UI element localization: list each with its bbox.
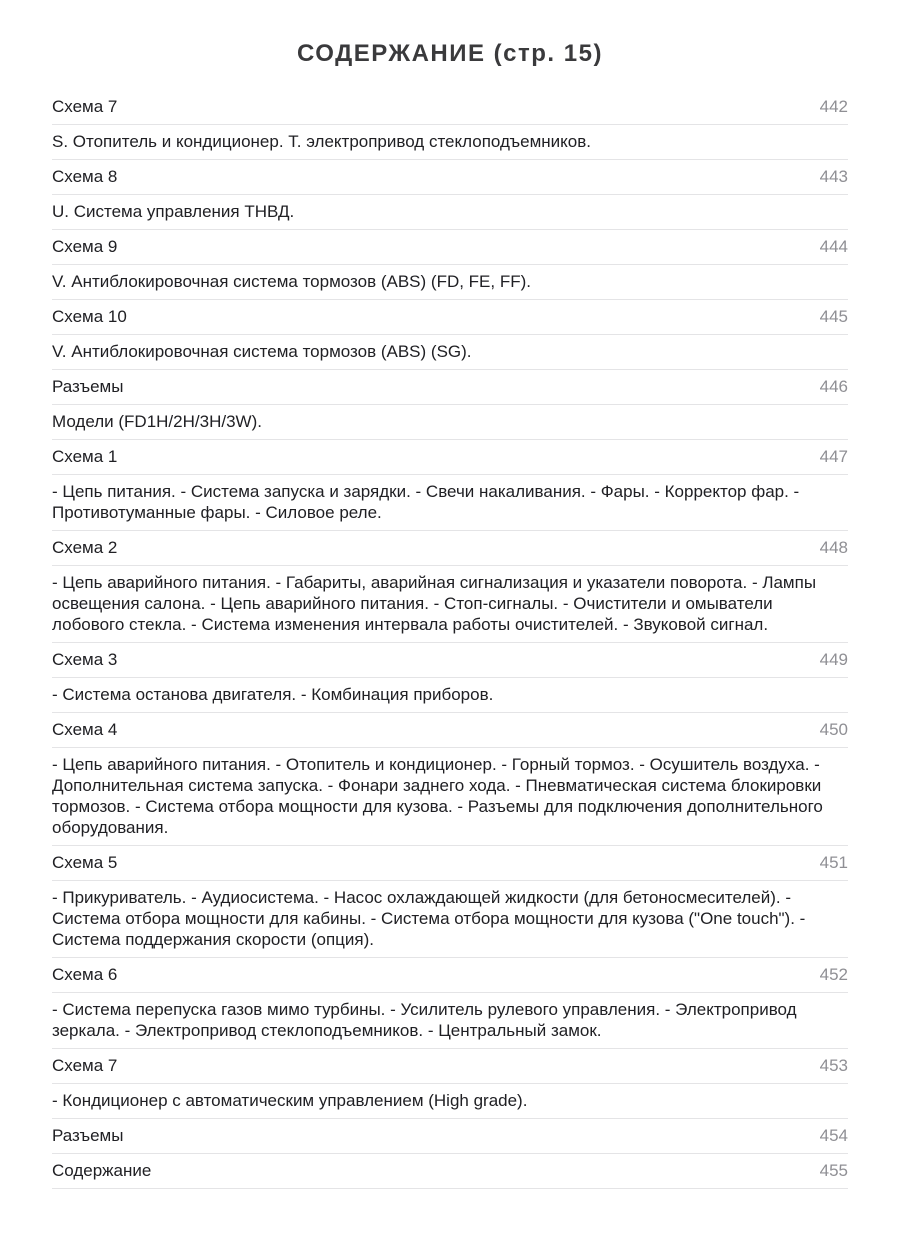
toc-description-text: - Цепь аварийного питания. - Габариты, аварийная сигнализация и указатели поворота. - Лампы освещения салона. - Цепь аварийного питания. - Стоп-сигналы. - Очистители и омыватели лобового стекла. - Система изменения интервала работы очистителей. - Звуковой сигнал. <box>52 573 817 634</box>
toc-item[interactable] <box>52 160 848 195</box>
toc-description-text: U. Система управления ТНВД. <box>52 202 295 221</box>
toc-item-label: Схема 9 <box>52 237 118 256</box>
toc-description-text: - Система перепуска газов мимо турбины. - Усилитель рулевого управления. - Электропривод зеркала. - Электропривод стеклоподъемников. - Центральный замок. <box>52 1000 797 1040</box>
toc-description-text: - Кондиционер с автоматическим управлением (High grade). <box>52 1091 528 1110</box>
toc-item[interactable] <box>52 1119 848 1154</box>
page-title: СОДЕРЖАНИЕ (стр. 15) <box>297 40 603 67</box>
toc-description <box>52 195 848 230</box>
toc-item-page-number: 450 <box>819 720 848 739</box>
toc-item[interactable] <box>52 1154 848 1189</box>
toc-description-text: V. Антиблокировочная система тормозов (ABS) (FD, FE, FF). <box>52 272 531 291</box>
toc-item-page-number: 449 <box>819 650 848 669</box>
toc-item-label: Схема 7 <box>52 97 118 116</box>
toc-description <box>52 335 848 370</box>
toc-item-page-number: 452 <box>819 965 848 984</box>
toc-item-page-number: 455 <box>819 1161 848 1180</box>
toc-item-page-number: 446 <box>819 377 848 396</box>
toc-item[interactable] <box>52 713 848 748</box>
toc-item[interactable] <box>52 958 848 993</box>
contents-page <box>0 40 900 1240</box>
toc-item-label: Содержание <box>52 1161 152 1180</box>
toc-description <box>52 993 848 1049</box>
toc-item-page-number: 443 <box>819 167 848 186</box>
toc-description <box>52 566 848 643</box>
toc-description <box>52 265 848 300</box>
toc-item-label: Схема 10 <box>52 307 127 326</box>
toc-description <box>52 405 848 440</box>
toc-item-label: Схема 6 <box>52 965 118 984</box>
toc-item[interactable] <box>52 643 848 678</box>
toc-item[interactable] <box>52 90 848 125</box>
toc-item-page-number: 444 <box>819 237 848 256</box>
toc-description-text: S. Отопитель и кондиционер. Т. электропривод стеклоподъемников. <box>52 132 592 151</box>
toc-item[interactable] <box>52 531 848 566</box>
toc-item[interactable] <box>52 230 848 265</box>
toc-item[interactable] <box>52 440 848 475</box>
toc-description <box>52 475 848 531</box>
toc-list <box>52 90 848 1189</box>
toc-item-page-number: 453 <box>819 1056 848 1075</box>
toc-description <box>52 678 848 713</box>
toc-item[interactable] <box>52 846 848 881</box>
toc-item-page-number: 454 <box>819 1126 848 1145</box>
toc-item-page-number: 445 <box>819 307 848 326</box>
toc-item-label: Схема 1 <box>52 447 118 466</box>
toc-item-page-number: 448 <box>819 538 848 557</box>
toc-item-label: Схема 3 <box>52 650 118 669</box>
toc-description <box>52 1084 848 1119</box>
toc-item-page-number: 451 <box>819 853 848 872</box>
toc-description-text: - Прикуриватель. - Аудиосистема. - Насос охлаждающей жидкости (для бетоносмесителей). - Система отбора мощности для кабины. - Система отбора мощности для кузова ("One touch"). - Система поддержания скорости (опция). <box>52 888 806 949</box>
toc-item-label: Схема 2 <box>52 538 118 557</box>
toc-item[interactable] <box>52 370 848 405</box>
toc-description-text: - Система останова двигателя. - Комбинация приборов. <box>52 685 494 704</box>
toc-item-label: Схема 8 <box>52 167 118 186</box>
toc-description <box>52 125 848 160</box>
toc-description-text: - Цепь питания. - Система запуска и зарядки. - Свечи накаливания. - Фары. - Корректор фар. - Противотуманные фары. - Силовое реле. <box>52 482 800 522</box>
toc-description <box>52 748 848 846</box>
toc-description <box>52 881 848 958</box>
toc-description-text: - Цепь аварийного питания. - Отопитель и кондиционер. - Горный тормоз. - Осушитель воздуха. - Дополнительная система запуска. - Фонари заднего хода. - Пневматическая система блокировки тормозов. - Система отбора мощности для кузова. - Разъемы для подключения дополнительного оборудования. <box>52 755 823 837</box>
toc-item-label: Разъемы <box>52 1126 124 1145</box>
toc-item-label: Схема 7 <box>52 1056 118 1075</box>
toc-item[interactable] <box>52 300 848 335</box>
toc-item-page-number: 442 <box>819 97 848 116</box>
toc-item-label: Разъемы <box>52 377 124 396</box>
toc-item-page-number: 447 <box>819 447 848 466</box>
toc-item-label: Схема 5 <box>52 853 118 872</box>
toc-description-text: Модели (FD1H/2H/3H/3W). <box>52 412 262 431</box>
toc-item[interactable] <box>52 1049 848 1084</box>
toc-description-text: V. Антиблокировочная система тормозов (ABS) (SG). <box>52 342 472 361</box>
toc-item-label: Схема 4 <box>52 720 118 739</box>
